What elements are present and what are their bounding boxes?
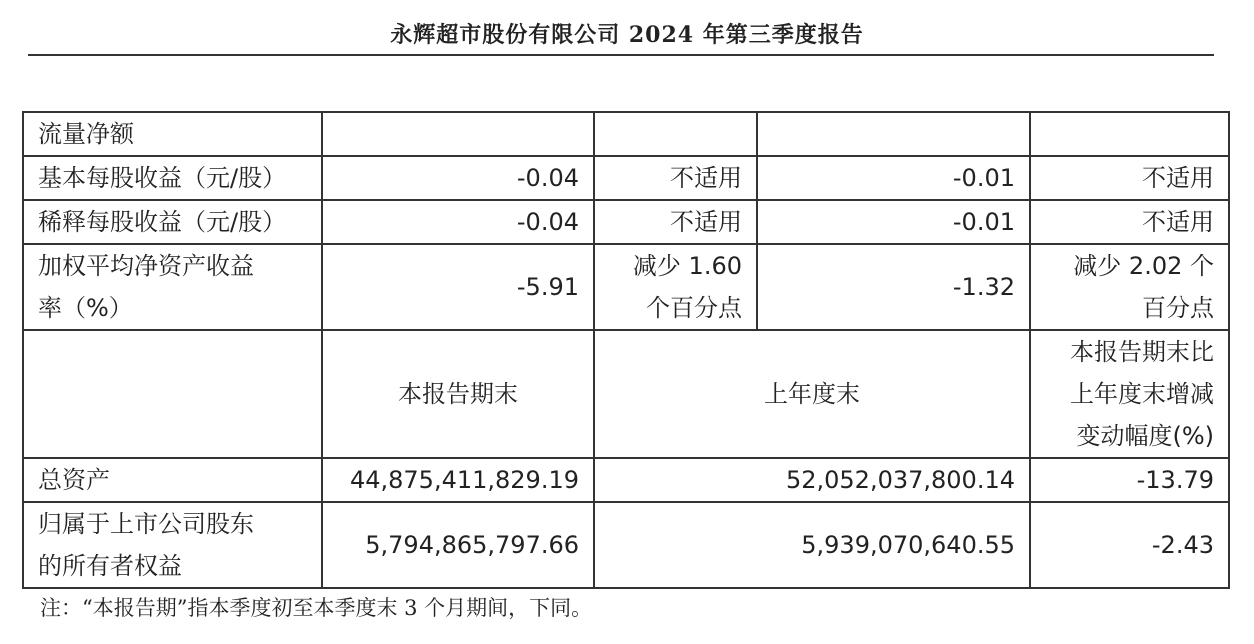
table-row-cash-flow <box>23 112 1229 156</box>
cell-value: -0.01 <box>757 200 1030 244</box>
cell-value: -5.91 <box>322 244 594 330</box>
header-line: 上年度末增减 <box>1070 380 1214 408</box>
header-line: 本报告期末比 <box>1070 338 1214 366</box>
footnote: 注：“本报告期”指本季度初至本季度末 3 个月期间，下同。 <box>40 596 593 620</box>
cell-empty <box>1030 112 1229 156</box>
cell-change <box>594 244 757 330</box>
table-row-diluted-eps <box>23 200 1229 244</box>
cell-label: 稀释每股收益（元/股） <box>23 200 322 244</box>
cell-value: 5,794,865,797.66 <box>322 502 594 588</box>
cell-value: -0.04 <box>322 156 594 200</box>
cell-change: -2.43 <box>1030 502 1229 588</box>
column-header-prior-year-end: 上年度末 <box>594 330 1030 458</box>
cell-value: -0.01 <box>757 156 1030 200</box>
cell-change: -13.79 <box>1030 458 1229 502</box>
header-line: 变动幅度(%) <box>1076 422 1214 450</box>
report-header-title: 永辉超市股份有限公司 2024 年第三季度报告 <box>390 22 864 48</box>
label-line: 的所有者权益 <box>38 552 182 580</box>
cell-empty <box>594 112 757 156</box>
table-row-roe <box>23 244 1229 330</box>
cell-label: 基本每股收益（元/股） <box>23 156 322 200</box>
cell-empty <box>322 112 594 156</box>
column-header-current-end: 本报告期末 <box>322 330 594 458</box>
cell-value: 5,939,070,640.55 <box>594 502 1030 588</box>
cell-value: -1.32 <box>757 244 1030 330</box>
label-line: 加权平均净资产收益 <box>38 252 254 280</box>
cell-value: 52,052,037,800.14 <box>594 458 1030 502</box>
cell-empty <box>23 330 322 458</box>
cell-label: 流量净额 <box>23 112 322 156</box>
cell-empty <box>757 112 1030 156</box>
cell-change: 不适用 <box>594 200 757 244</box>
table-row-basic-eps <box>23 156 1229 200</box>
header-divider <box>28 54 1214 56</box>
change-line: 个百分点 <box>646 294 742 322</box>
cell-label <box>23 244 322 330</box>
table-row-total-assets <box>23 458 1229 502</box>
cell-change: 不适用 <box>594 156 757 200</box>
change-line: 减少 1.60 <box>632 252 742 280</box>
table-header-row-balance <box>23 330 1229 458</box>
table-row-equity <box>23 502 1229 588</box>
financial-indicators-table <box>22 111 1230 589</box>
label-line: 率（%） <box>38 294 133 322</box>
cell-value: 44,875,411,829.19 <box>322 458 594 502</box>
change-line: 减少 2.02 个 <box>1073 252 1214 280</box>
cell-value: -0.04 <box>322 200 594 244</box>
cell-label <box>23 502 322 588</box>
cell-change: 不适用 <box>1030 200 1229 244</box>
cell-change <box>1030 244 1229 330</box>
cell-change: 不适用 <box>1030 156 1229 200</box>
label-line: 归属于上市公司股东 <box>38 510 254 538</box>
change-line: 百分点 <box>1142 294 1214 322</box>
cell-label: 总资产 <box>23 458 322 502</box>
column-header-change <box>1030 330 1229 458</box>
